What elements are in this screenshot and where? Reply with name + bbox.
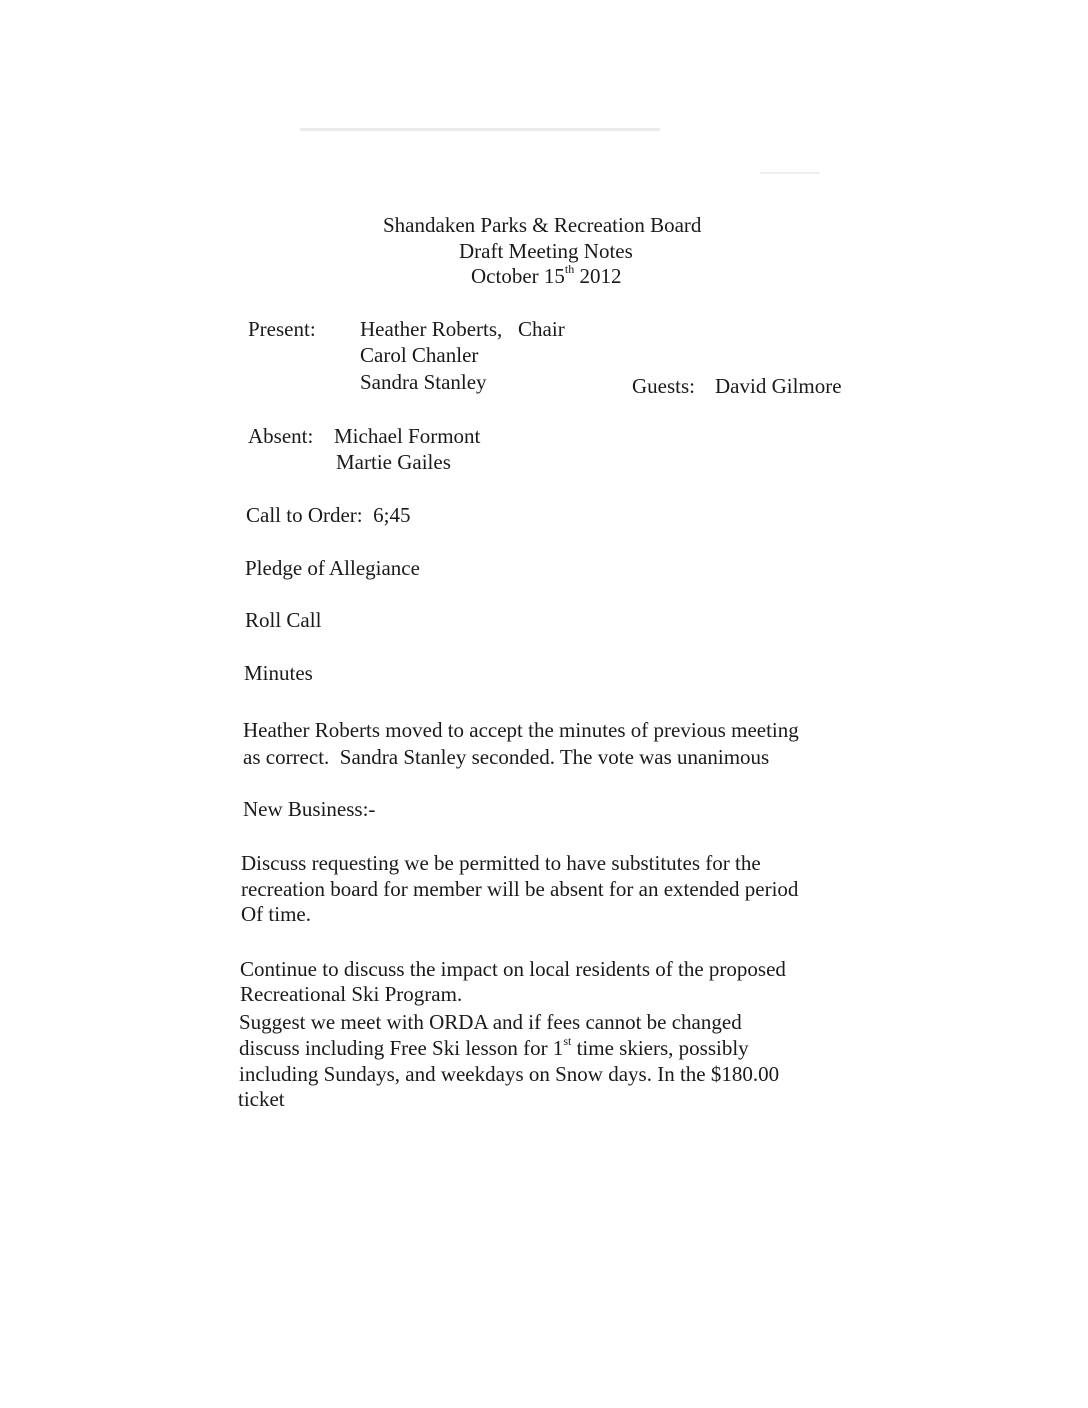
- absent-label: Absent:: [248, 424, 314, 448]
- scan-smudge: [300, 128, 660, 131]
- new-business-line: Continue to discuss the impact on local residents of the proposed: [240, 957, 786, 981]
- document-title: Shandaken Parks & Recreation Board: [383, 213, 702, 237]
- meeting-date-year: 2012: [574, 264, 622, 288]
- meeting-date-ordinal: th: [564, 262, 575, 276]
- present-member: Heather Roberts, Chair: [360, 317, 565, 341]
- new-business-line: [239, 1036, 749, 1060]
- new-business-line: Suggest we meet with ORDA and if fees cannot be changed: [239, 1010, 742, 1034]
- meeting-date: [471, 264, 621, 288]
- call-to-order: Call to Order: 6;45: [246, 503, 411, 527]
- guests-label: Guests:: [632, 374, 695, 398]
- absent-member: Michael Formont: [334, 424, 481, 448]
- present-member: Sandra Stanley: [360, 370, 487, 394]
- document-subtitle: Draft Meeting Notes: [459, 239, 633, 263]
- absent-member: Martie Gailes: [336, 450, 451, 474]
- roll-call: Roll Call: [245, 608, 322, 632]
- ski-lesson-text-rest: time skiers, possibly: [571, 1036, 749, 1060]
- minutes-paragraph-line: Heather Roberts moved to accept the minutes of previous meeting: [243, 718, 799, 742]
- new-business-heading: New Business:-: [243, 797, 376, 821]
- new-business-line: Of time.: [241, 902, 311, 926]
- ordinal-suffix: st: [563, 1034, 572, 1048]
- pledge-of-allegiance: Pledge of Allegiance: [245, 556, 420, 580]
- present-label: Present:: [248, 317, 316, 341]
- minutes-heading: Minutes: [244, 661, 313, 685]
- new-business-line: ticket: [238, 1087, 285, 1111]
- guest-name: David Gilmore: [715, 374, 842, 398]
- new-business-line: Recreational Ski Program.: [240, 982, 463, 1006]
- scan-smudge: [760, 172, 820, 174]
- new-business-line: including Sundays, and weekdays on Snow days. In the $180.00: [239, 1062, 780, 1086]
- ski-lesson-text: discuss including Free Ski lesson for 1: [239, 1036, 564, 1060]
- present-member: Carol Chanler: [360, 343, 479, 367]
- new-business-line: Discuss requesting we be permitted to have substitutes for the: [241, 851, 761, 875]
- meeting-date-text: October 15: [471, 264, 565, 288]
- minutes-paragraph-line: as correct. Sandra Stanley seconded. The vote was unanimous: [243, 745, 770, 769]
- new-business-line: recreation board for member will be absent for an extended period: [241, 877, 799, 901]
